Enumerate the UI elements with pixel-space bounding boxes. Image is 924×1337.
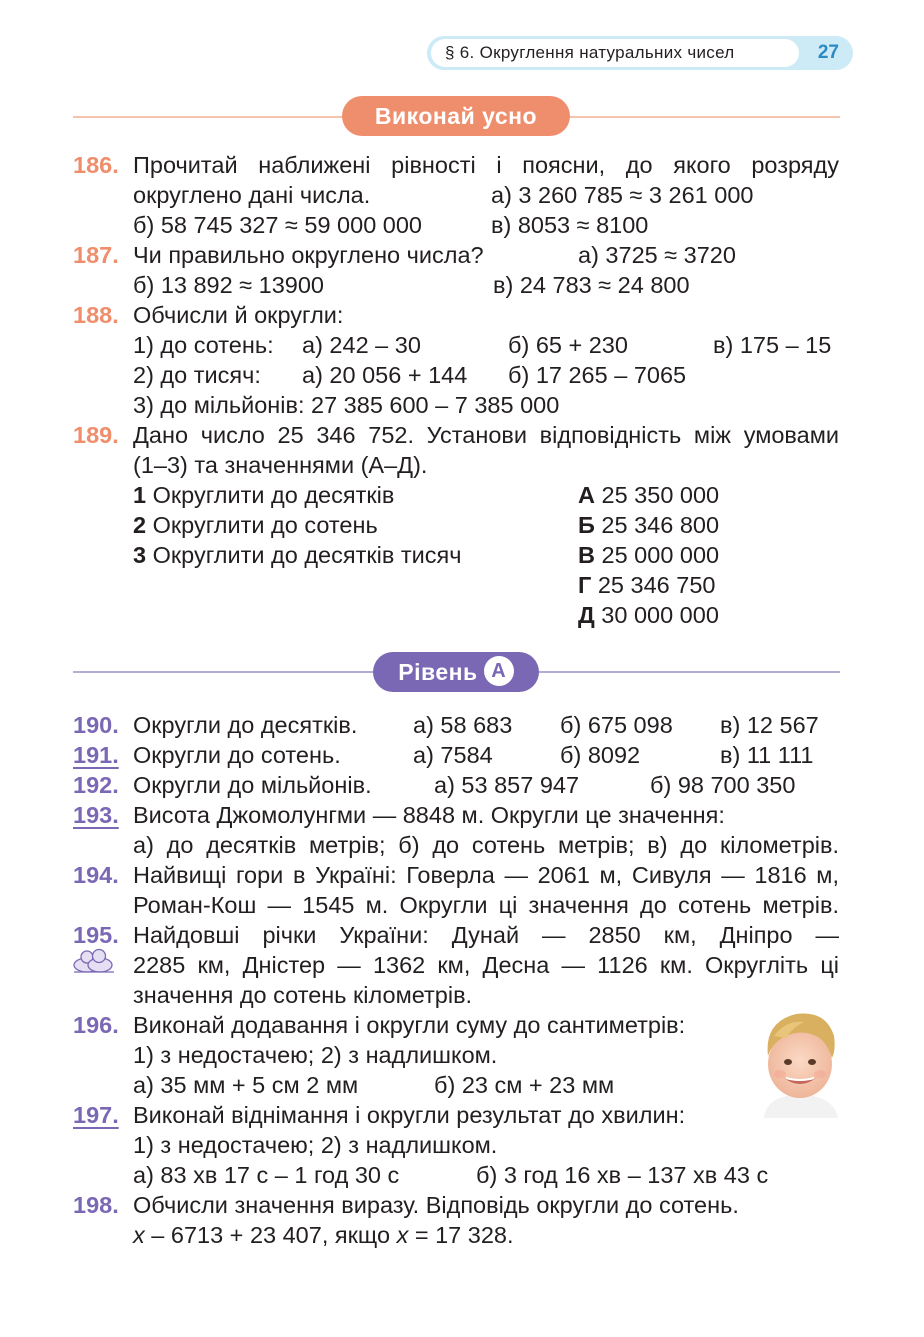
exercise-item: а) 83 хв 17 с – 1 год 30 с: [133, 1162, 400, 1188]
exercise-item: в) 24 783 ≈ 24 800: [493, 272, 690, 298]
exercise-item: б) 17 265 – 7065: [508, 362, 687, 388]
exercise-number: 192.: [73, 772, 119, 798]
exercise-text: 2285 км, Дністер — 1362 км, Десна — 1126 км. Округліть ці: [133, 952, 839, 978]
exercise-item: а) 35 мм + 5 см 2 мм: [133, 1072, 359, 1098]
exercise-text: Округли до сотень.: [133, 742, 341, 768]
exercise-item: б) 23 см + 23 мм: [434, 1072, 615, 1098]
exercise-number: 197.: [73, 1102, 119, 1128]
exercise-number: 198.: [73, 1192, 119, 1218]
exercise-text: Найдовші річки України: Дунай — 2850 км, Дніпро —: [133, 922, 839, 948]
exercise-text: Прочитай наближені рівності і поясни, до якого розряду: [133, 152, 839, 178]
exercise-item: 2) до тисяч:: [133, 362, 261, 388]
exercise-text: 1) з недостачею; 2) з надлишком.: [133, 1132, 498, 1158]
exercise-text: значення до сотень кілометрів.: [133, 982, 473, 1008]
exercise-number: 196.: [73, 1012, 119, 1038]
exercise-item: б) 13 892 ≈ 13900: [133, 272, 324, 298]
exercise-item: в) 12 567: [720, 712, 819, 738]
exercise-text: 1) з недостачею; 2) з надлишком.: [133, 1042, 498, 1068]
exercise-text: Виконай додавання і округли суму до сантиметрів:: [133, 1012, 686, 1038]
expression: x – 6713 + 23 407, якщо x = 17 328.: [133, 1222, 514, 1248]
condition-item: 3 Округлити до десятків тисяч: [133, 542, 462, 568]
exercise-text: Округли до мільйонів.: [133, 772, 372, 798]
exercise-item: а) 20 056 + 144: [302, 362, 468, 388]
condition-item: 1 Округлити до десятків: [133, 482, 395, 508]
exercise-text: Округли до десятків.: [133, 712, 358, 738]
exercise-text: Чи правильно округлено числа?: [133, 242, 484, 268]
page-header: [427, 36, 853, 70]
exercise-number: 195.: [73, 922, 119, 948]
exercise-number: 193.: [73, 802, 119, 828]
exercise-item: а) 53 857 947: [434, 772, 580, 798]
option-item: Б 25 346 800: [578, 512, 720, 538]
condition-item: 2 Округлити до сотень: [133, 512, 378, 538]
exercise-item: в) 175 – 15: [713, 332, 832, 358]
exercise-text: Роман-Кош — 1545 м. Округли ці значення до сотень метрів.: [133, 892, 839, 918]
exercise-text: а) до десятків метрів; б) до сотень метрів; в) до кілометрів.: [133, 832, 839, 858]
exercise-item: в) 8053 ≈ 8100: [491, 212, 649, 238]
exercise-item: а) 58 683: [413, 712, 513, 738]
exercise-number: 186.: [73, 152, 119, 178]
boy-photo: [756, 1006, 844, 1123]
exercise-text: Висота Джомолунгми — 8848 м. Округли це значення:: [133, 802, 725, 828]
exercise-text: Виконай віднімання і округли результат до хвилин:: [133, 1102, 686, 1128]
exercise-text: (1–3) та значеннями (А–Д).: [133, 452, 428, 478]
option-item: А 25 350 000: [578, 482, 720, 508]
exercise-item: 3) до мільйонів: 27 385 600 – 7 385 000: [133, 392, 560, 418]
exercise-text: округлено дані числа.: [133, 182, 371, 208]
exercise-item: б) 65 + 230: [508, 332, 628, 358]
exercise-item: б) 8092: [560, 742, 641, 768]
level-label: Рівень: [398, 659, 478, 685]
exercise-item: 1) до сотень:: [133, 332, 274, 358]
exercise-item: а) 3725 ≈ 3720: [578, 242, 736, 268]
level-section-label: [373, 652, 539, 692]
option-item: В 25 000 000: [578, 542, 720, 568]
page-number: 27: [817, 42, 839, 63]
exercise-item: а) 3 260 785 ≈ 3 261 000: [491, 182, 754, 208]
exercise-text: Обчисли й округли:: [133, 302, 344, 328]
oral-section-label: Виконай усно: [342, 96, 570, 136]
exercise-item: а) 7584: [413, 742, 493, 768]
section-title: § 6. Округлення натуральних чисел: [431, 39, 799, 67]
exercise-text: Дано число 25 346 752. Установи відповідність між умовами: [133, 422, 839, 448]
exercise-number: 190.: [73, 712, 119, 738]
option-item: Г 25 346 750: [578, 572, 716, 598]
exercise-number: 194.: [73, 862, 119, 888]
exercise-text: Обчисли значення виразу. Відповідь округли до сотень.: [133, 1192, 739, 1218]
exercise-number: 189.: [73, 422, 119, 448]
group-work-icon: [72, 948, 116, 979]
exercise-item: б) 58 745 327 ≈ 59 000 000: [133, 212, 422, 238]
exercise-item: б) 3 год 16 хв – 137 хв 43 с: [476, 1162, 769, 1188]
level-badge: А: [484, 656, 514, 686]
exercise-number: 187.: [73, 242, 119, 268]
option-item: Д 30 000 000: [578, 602, 719, 628]
exercise-number: 188.: [73, 302, 119, 328]
exercise-item: а) 242 – 30: [302, 332, 421, 358]
exercise-item: б) 98 700 350: [650, 772, 796, 798]
exercise-item: б) 675 098: [560, 712, 673, 738]
exercise-item: в) 11 111: [720, 742, 814, 768]
exercise-number: 191.: [73, 742, 119, 768]
exercise-text: Найвищі гори в Україні: Говерла — 2061 м, Сивуля — 1816 м,: [133, 862, 839, 888]
